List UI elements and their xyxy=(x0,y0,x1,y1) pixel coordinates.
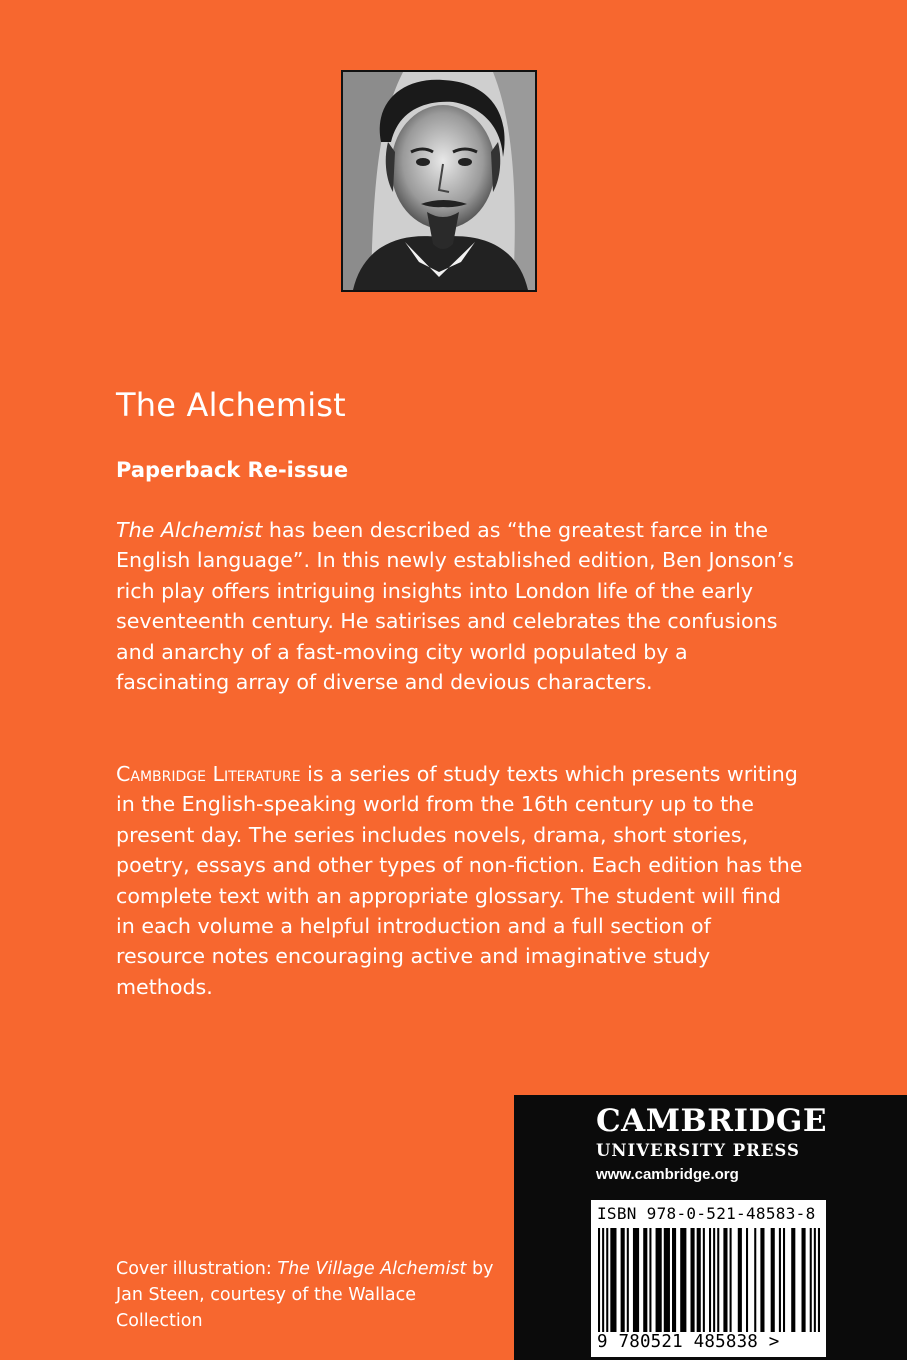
cover-illustration-credit xyxy=(116,1256,506,1334)
barcode-bar xyxy=(598,1228,600,1332)
barcode-bar xyxy=(697,1228,701,1332)
author-portrait xyxy=(341,70,537,292)
barcode-bar xyxy=(691,1228,695,1332)
barcode-bar xyxy=(738,1228,742,1332)
barcode-bar xyxy=(723,1228,727,1332)
edition-label: Paperback Re-issue xyxy=(116,458,349,482)
portrait-engraving-icon xyxy=(343,72,535,290)
barcode-bar xyxy=(703,1228,705,1332)
barcode-bar xyxy=(649,1228,651,1332)
barcode-bar xyxy=(709,1228,711,1332)
barcode-bar xyxy=(610,1228,616,1332)
caption-prefix: Cover illustration: xyxy=(116,1259,278,1279)
barcode-bar xyxy=(643,1228,647,1332)
barcode-bar xyxy=(633,1228,639,1332)
barcode-bar xyxy=(680,1228,686,1332)
series-text: is a series of study texts which presents writing in the English-speaking world from the 16th century up to the present day. The series includes novels, drama, short stories, poetry, essays and other types of non-fiction. Each edition has the complete text with an appropriate glossary. The student will find in each volume a helpful introduction and a full section of resource notes encouraging active and imaginative study methods. xyxy=(116,762,803,999)
caption-suffix: by Jan Steen, courtesy of the Wallace Collection xyxy=(116,1259,494,1331)
barcode-bar xyxy=(730,1228,732,1332)
barcode-bar xyxy=(656,1228,662,1332)
barcode-bar xyxy=(791,1228,795,1332)
barcode-bar xyxy=(746,1228,748,1332)
barcode-bar xyxy=(814,1228,816,1332)
barcode-bar xyxy=(627,1228,629,1332)
publisher-block xyxy=(514,1095,907,1360)
barcode-bar xyxy=(771,1228,775,1332)
series-description xyxy=(116,759,806,1002)
barcode-bar xyxy=(602,1228,604,1332)
barcode-bar xyxy=(802,1228,806,1332)
isbn-label: ISBN 978-0-521-48583-8 xyxy=(597,1204,816,1223)
barcode-bar xyxy=(760,1228,764,1332)
barcode-bar xyxy=(779,1228,781,1332)
barcode-bar xyxy=(754,1228,756,1332)
series-name: Cambridge Literature xyxy=(116,762,301,786)
barcode-bar xyxy=(783,1228,785,1332)
barcode-bar xyxy=(606,1228,608,1332)
barcode-box xyxy=(591,1200,826,1357)
barcode-bar xyxy=(810,1228,812,1332)
book-description xyxy=(116,515,806,697)
barcode-bar xyxy=(717,1228,719,1332)
publisher-subname: UNIVERSITY PRESS xyxy=(596,1141,800,1160)
barcode xyxy=(595,1228,823,1332)
barcode-bar xyxy=(818,1228,820,1332)
publisher-name: CAMBRIDGE xyxy=(596,1103,827,1139)
book-title: The Alchemist xyxy=(116,386,346,424)
barcode-bar xyxy=(672,1228,676,1332)
barcode-bar xyxy=(621,1228,625,1332)
barcode-bar xyxy=(664,1228,670,1332)
caption-work: The Village Alchemist xyxy=(277,1259,467,1279)
barcode-bar xyxy=(713,1228,715,1332)
publisher-url[interactable]: www.cambridge.org xyxy=(596,1166,739,1183)
description-title: The Alchemist xyxy=(116,518,263,542)
description-text: has been described as “the greatest farce in the English language”. In this newly established edition, Ben Jonson’s rich play offers intriguing insights into London life of the early seventeenth century. He satirises and celebrates the confusions and anarchy of a fast-moving city world populated by a fascinating array of diverse and devious characters. xyxy=(116,518,794,695)
barcode-digits: 9 780521 485838 > xyxy=(597,1332,780,1352)
